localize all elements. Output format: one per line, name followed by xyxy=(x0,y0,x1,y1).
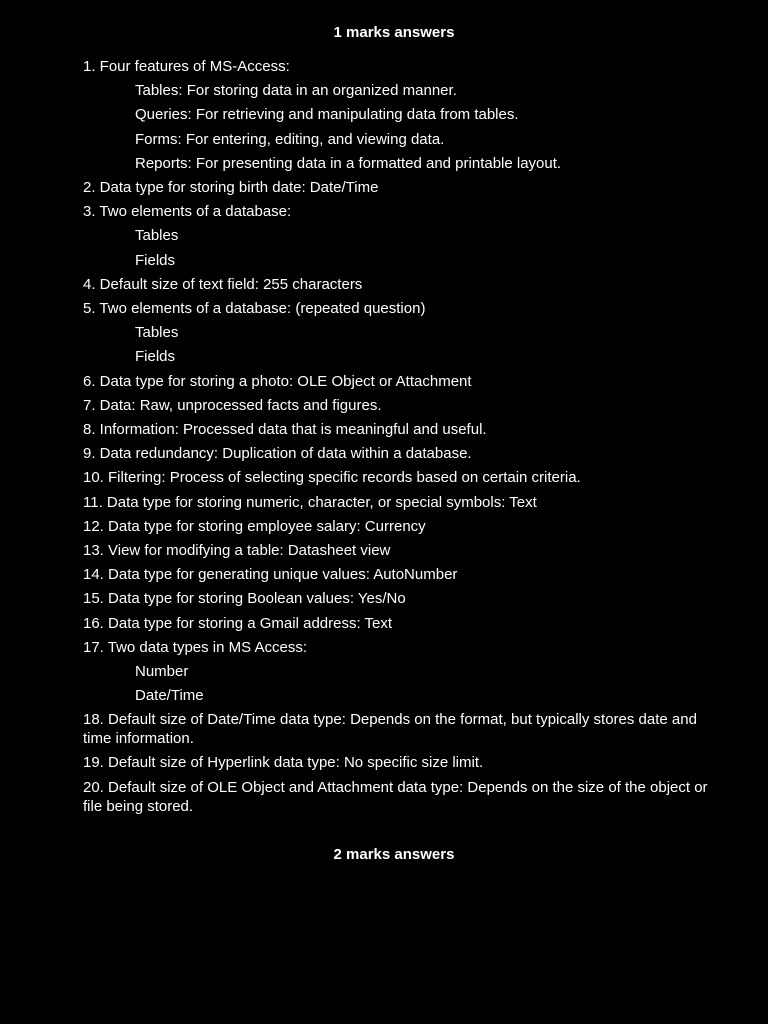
section-heading-2-marks: 2 marks answers xyxy=(333,846,455,863)
answer-item: 11. Data type for storing numeric, character, or special symbols: Text xyxy=(83,493,537,511)
answer-sub-item: Date/Time xyxy=(135,687,204,705)
answer-sub-item: Queries: For retrieving and manipulating data from tables. xyxy=(135,106,519,124)
answers-list xyxy=(83,55,713,819)
answer-item: 5. Two elements of a database: (repeated question) xyxy=(83,300,426,318)
answer-sub-item: Fields xyxy=(135,348,176,366)
answer-item: 10. Filtering: Process of selecting specific records based on certain criteria. xyxy=(83,469,581,487)
answer-item: 7. Data: Raw, unprocessed facts and figures. xyxy=(83,396,382,414)
answer-item: 18. Default size of Date/Time data type: Depends on the format, but typically stores date and time information. xyxy=(83,711,697,748)
answer-sub-item: Tables xyxy=(135,324,179,342)
answer-sub-item: Fields xyxy=(135,251,176,269)
answer-sub-item: Number xyxy=(135,663,189,681)
answer-item: 4. Default size of text field: 255 characters xyxy=(83,275,363,293)
answer-sub-item: Reports: For presenting data in a formatted and printable layout. xyxy=(135,154,562,172)
answer-item: 20. Default size of OLE Object and Attachment data type: Depends on the size of the object or file being stored. xyxy=(83,778,708,815)
answer-sub-item: Forms: For entering, editing, and viewing data. xyxy=(135,130,445,148)
answer-item: 2. Data type for storing birth date: Date/Time xyxy=(83,179,379,197)
answer-item: 13. View for modifying a table: Datasheet view xyxy=(83,542,391,560)
section-heading-1-marks: 1 marks answers xyxy=(333,24,455,41)
answer-item: 19. Default size of Hyperlink data type: No specific size limit. xyxy=(83,754,484,772)
answer-item: 9. Data redundancy: Duplication of data within a database. xyxy=(83,445,472,463)
answer-item: 16. Data type for storing a Gmail address: Text xyxy=(83,614,393,632)
answer-item: 17. Two data types in MS Access: xyxy=(83,638,308,656)
answer-sub-item: Tables: For storing data in an organized manner. xyxy=(135,82,457,100)
answer-item: 12. Data type for storing employee salary: Currency xyxy=(83,517,426,535)
answer-item: 14. Data type for generating unique values: AutoNumber xyxy=(83,566,458,584)
answer-item: 6. Data type for storing a photo: OLE Object or Attachment xyxy=(83,372,472,390)
answer-item: 15. Data type for storing Boolean values: Yes/No xyxy=(83,590,406,608)
answer-sub-item: Tables xyxy=(135,227,179,245)
answer-item: 3. Two elements of a database: xyxy=(83,203,292,221)
answer-item: 8. Information: Processed data that is meaningful and useful. xyxy=(83,421,487,439)
answer-item: 1. Four features of MS-Access: xyxy=(83,58,290,75)
